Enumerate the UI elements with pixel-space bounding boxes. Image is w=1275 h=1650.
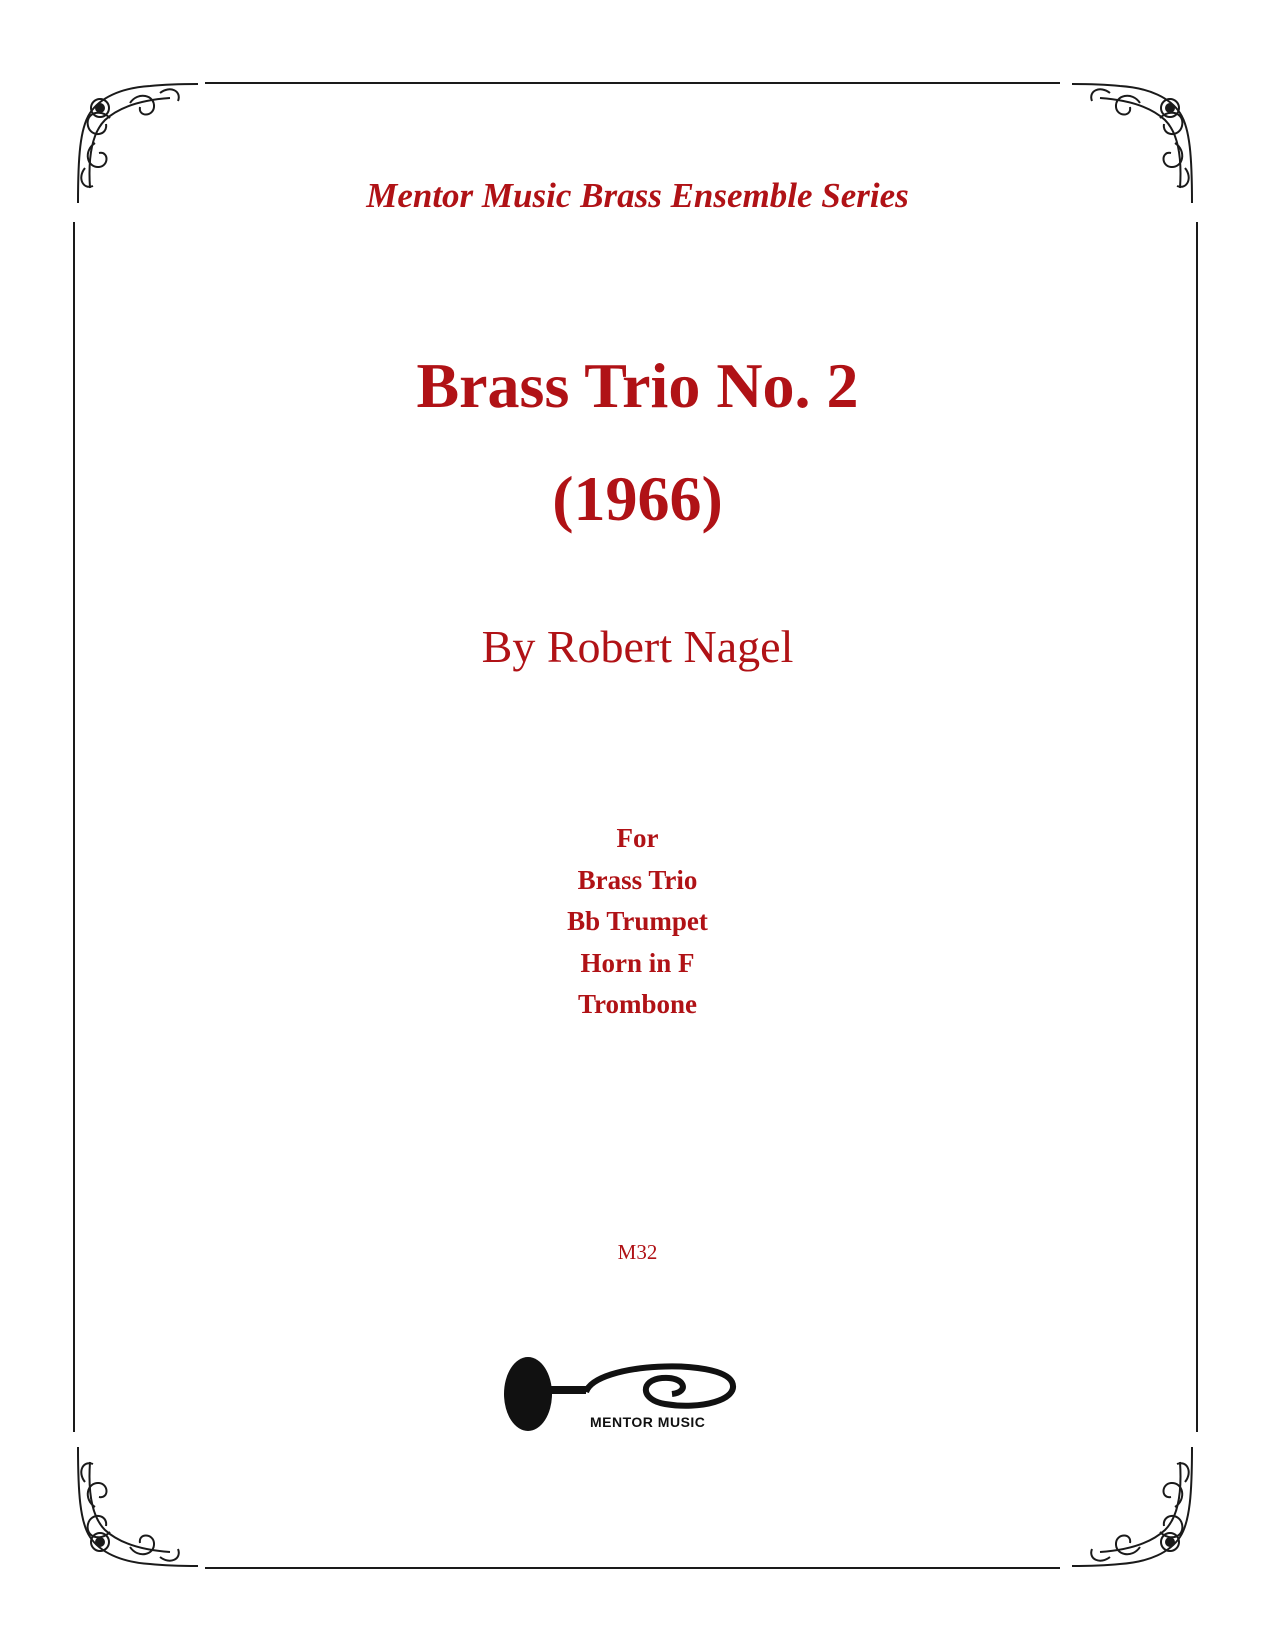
instrumentation-item: For [616,823,659,853]
instrumentation-item: Brass Trio [577,864,698,895]
instrumentation-item: Bb Trumpet [567,906,708,936]
frame-top-line [205,82,1060,84]
title-line-1: Brass Trio No. 2 [416,350,859,421]
composer: By Robert Nagel [481,621,794,672]
corner-ornament-bottom-right-icon [1070,1442,1200,1572]
frame-bottom-line [205,1567,1060,1569]
title-line-2: (1966) [552,463,723,534]
series-name: Mentor Music Brass Ensemble Series [366,176,909,215]
instrumentation-list [0,818,1275,1026]
instrumentation-item: Trombone [577,989,697,1019]
catalog-number: M32 [617,1240,658,1264]
corner-ornament-bottom-left-icon [70,1442,200,1572]
publisher-logo-text: MENTOR MUSIC [590,1414,706,1430]
instrumentation-item: Horn in F [580,947,695,978]
